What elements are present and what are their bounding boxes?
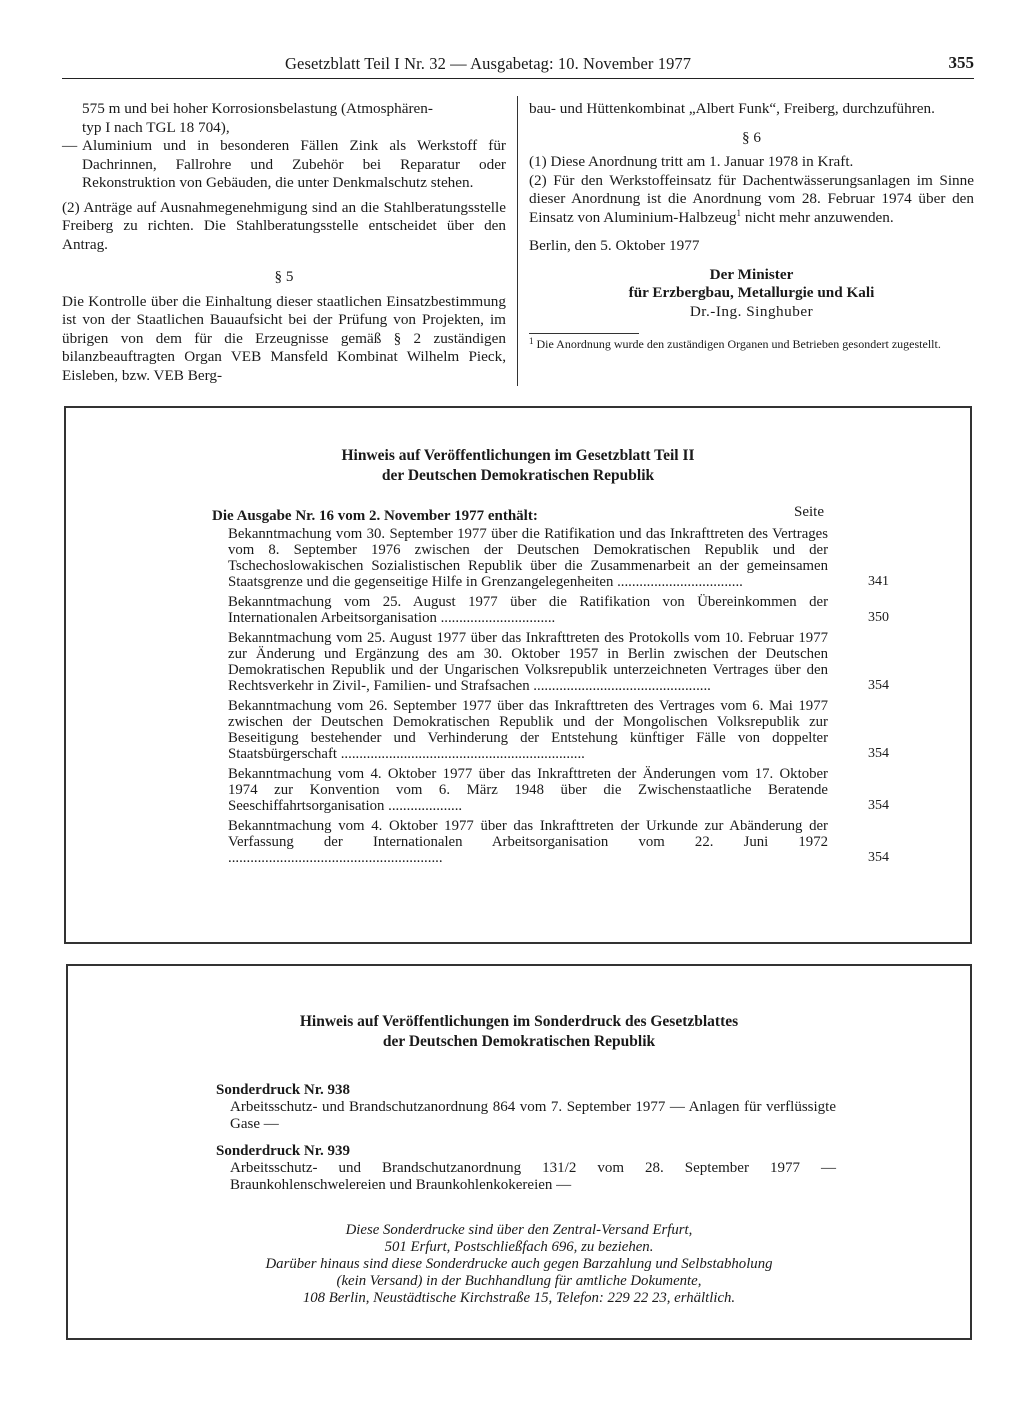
footnote-marker: 1 bbox=[736, 207, 742, 218]
entry-page: 354 bbox=[868, 678, 889, 693]
paragraph-2: (2) Anträge auf Ausnahmegenehmigung sind an die Stahlberatungsstelle Freiberg zu richten. Die Stahlberatungsstelle entscheidet über den Antrag. bbox=[62, 198, 506, 253]
continuation-line-2: typ I nach TGL 18 704), bbox=[82, 118, 230, 136]
note-line-2: 501 Erfurt, Postschließfach 696, zu beziehen. bbox=[384, 1239, 654, 1255]
sonderdruck-list bbox=[216, 1076, 836, 1194]
signature-title: Der Minister bbox=[709, 265, 794, 283]
note-line-5: 108 Berlin, Neustädtische Kirchstraße 15, Telefon: 229 22 23, erhältlich. bbox=[302, 1290, 736, 1306]
footnote-rule bbox=[529, 333, 639, 334]
list-item bbox=[62, 137, 506, 193]
header-title: Gesetzblatt Teil I Nr. 32 — Ausgabetag: 10. November 1977 bbox=[285, 54, 692, 73]
list-item: Bekanntmachung vom 30. September 1977 über die Ratifikation und das Inkrafttreten des Vertrages vom 8. September 1976 zwischen der Deutschen Demokratischen Republik und der Tschechoslowakischen Sozialistischen Republik über die Zusammenarbeit an der gemeinsamen Staatsgrenze und die gegenseitige Hilfe in Grenzangelegenheiten .................................. 341 bbox=[228, 526, 889, 590]
gesetzblatt-teil-ii-notice bbox=[64, 406, 972, 944]
column-divider bbox=[517, 96, 518, 386]
footnote: $^1$ Die Anordnung wurde den zuständigen Organen und Betrieben gesondert zugestellt. bbox=[529, 336, 941, 351]
list-item-text: Aluminium und in besonderen Fällen Zink als Werkstoff für Dachrinnen, Fallrohre und Zubehör bei Reparatur oder Rekonstruktion von Gebäuden, die unter Denkmalschutz stehen. bbox=[82, 137, 506, 191]
signature-name: Dr.-Ing. Singhuber bbox=[689, 302, 814, 320]
notice-title-line-2: der Deutschen Demokratischen Republik bbox=[382, 1033, 656, 1050]
entry-page: 354 bbox=[868, 746, 889, 761]
sonderdruck-heading: Sonderdruck Nr. 938 bbox=[216, 1082, 351, 1098]
notice-title-line-1: Hinweis auf Veröffentlichungen im Sonderdruck des Gesetzblattes bbox=[299, 1013, 739, 1030]
issue-heading: Die Ausgabe Nr. 16 vom 2. November 1977 enthält: bbox=[212, 508, 538, 524]
continuation-paragraph: bau- und Hüttenkombinat „Albert Funk“, Freiberg, durchzuführen. bbox=[529, 100, 935, 117]
note-line-3: Darüber hinaus sind diese Sonderdrucke auch gegen Barzahlung und Selbstabholung bbox=[265, 1256, 773, 1272]
continuation-line-1: 575 m und bei hoher Korrosionsbelastung (Atmosphären- bbox=[82, 100, 433, 117]
entry-page: 354 bbox=[868, 798, 889, 813]
note-line-4: (kein Versand) in der Buchhandlung für amtliche Dokumente, bbox=[336, 1273, 702, 1289]
date-line: Berlin, den 5. Oktober 1977 bbox=[529, 237, 700, 254]
entry-page: 354 bbox=[868, 850, 889, 865]
note-line-1: Diese Sonderdrucke sind über den Zentral-Versand Erfurt, bbox=[345, 1222, 693, 1238]
right-column bbox=[529, 100, 974, 351]
section-5-heading: § 5 bbox=[274, 268, 294, 285]
page-header bbox=[62, 52, 974, 79]
sonderdruck-description: Arbeitsschutz- und Brandschutzanordnung 131/2 vom 28. September 1977 — Braunkohlenschwelereien und Braunkohlenkokereien — bbox=[230, 1160, 836, 1193]
list-item: Bekanntmachung vom 4. Oktober 1977 über das Inkrafttreten der Änderungen vom 17. Oktober 1974 zur Konvention vom 6. März 1948 über die Zwischenstaatliche Beratende Seeschiffahrtsorganisation .................... 354 bbox=[228, 766, 889, 814]
section-5-paragraph: Die Kontrolle über die Einhaltung dieser staatlichen Einsatzbestimmung ist von der Staatlichen Bauaufsicht bei der Prüfung von Projekten, im übrigen von dem für die Erzeugnisse gemäß § 2 zuständigen bilanzbeauftragten Organ VEB Mansfeld Kombinat Wilhelm Pieck, Eisleben, bzw. VEB Berg- bbox=[62, 292, 506, 384]
section-6-heading: § 6 bbox=[742, 128, 761, 146]
page-column-label: Seite bbox=[794, 504, 824, 520]
sonderdruck-notice bbox=[66, 964, 972, 1340]
publication-list bbox=[228, 526, 889, 870]
sonderdruck-description: Arbeitsschutz- und Brandschutzanordnung 864 vom 7. September 1977 — Anlagen für verflüssigte Gase — bbox=[230, 1099, 836, 1132]
list-item: Bekanntmachung vom 25. August 1977 über das Inkrafttreten des Protokolls vom 10. Februar 1977 zur Änderung und Ergänzung des am 30. Oktober 1957 in Berlin zwischen der Deutschen Demokratischen Republik und der Ungarischen Volksrepublik unterzeichneten Vertrages über den Rechtsverkehr in Zivil-, Familien- und Strafsachen ................................................ 354 bbox=[228, 630, 889, 694]
list-item: Bekanntmachung vom 26. September 1977 über das Inkrafttreten des Vertrages vom 6. Mai 1977 zwischen der Deutschen Demokratischen Republik und der Mongolischen Volksrepublik zur Beseitigung bestehender und Verhinderung der Entstehung künftiger Fälle von doppelter Staatsbürgerschaft .................................................................. 354 bbox=[228, 698, 889, 762]
list-item: Bekanntmachung vom 25. August 1977 über die Ratifikation von Übereinkommen der Internationalen Arbeitsorganisation ............................... 350 bbox=[228, 594, 889, 626]
entry-page: 341 bbox=[868, 574, 889, 589]
entry-page: 350 bbox=[868, 610, 889, 625]
notice-title-line-1: Hinweis auf Veröffentlichungen im Gesetzblatt Teil II bbox=[341, 447, 695, 464]
section-6-paragraph-1: (1) Diese Anordnung tritt am 1. Januar 1978 in Kraft. bbox=[529, 153, 854, 170]
signature-ministry: für Erzbergbau, Metallurgie und Kali bbox=[628, 284, 875, 301]
page-number: 355 bbox=[948, 53, 974, 72]
list-item: Bekanntmachung vom 4. Oktober 1977 über das Inkrafttreten der Urkunde zur Abänderung der Verfassung der Internationalen Arbeitsorganisation vom 22. Juni 1972 .......................................................... 354 bbox=[228, 818, 889, 866]
left-column bbox=[62, 100, 506, 385]
notice-title-line-2: der Deutschen Demokratischen Republik bbox=[381, 467, 655, 484]
list-dash: — bbox=[62, 137, 78, 154]
sonderdruck-heading: Sonderdruck Nr. 939 bbox=[216, 1143, 351, 1159]
section-6-paragraph-2: (2) Für den Werkstoffeinsatz für Dachentwässerungsanlagen im Sinne dieser Anordnung ist die Anordnung vom 28. Februar 1974 über den Einsatz von Aluminium-Halbzeug$^1$ nicht mehr anzuwenden. bbox=[529, 171, 974, 226]
